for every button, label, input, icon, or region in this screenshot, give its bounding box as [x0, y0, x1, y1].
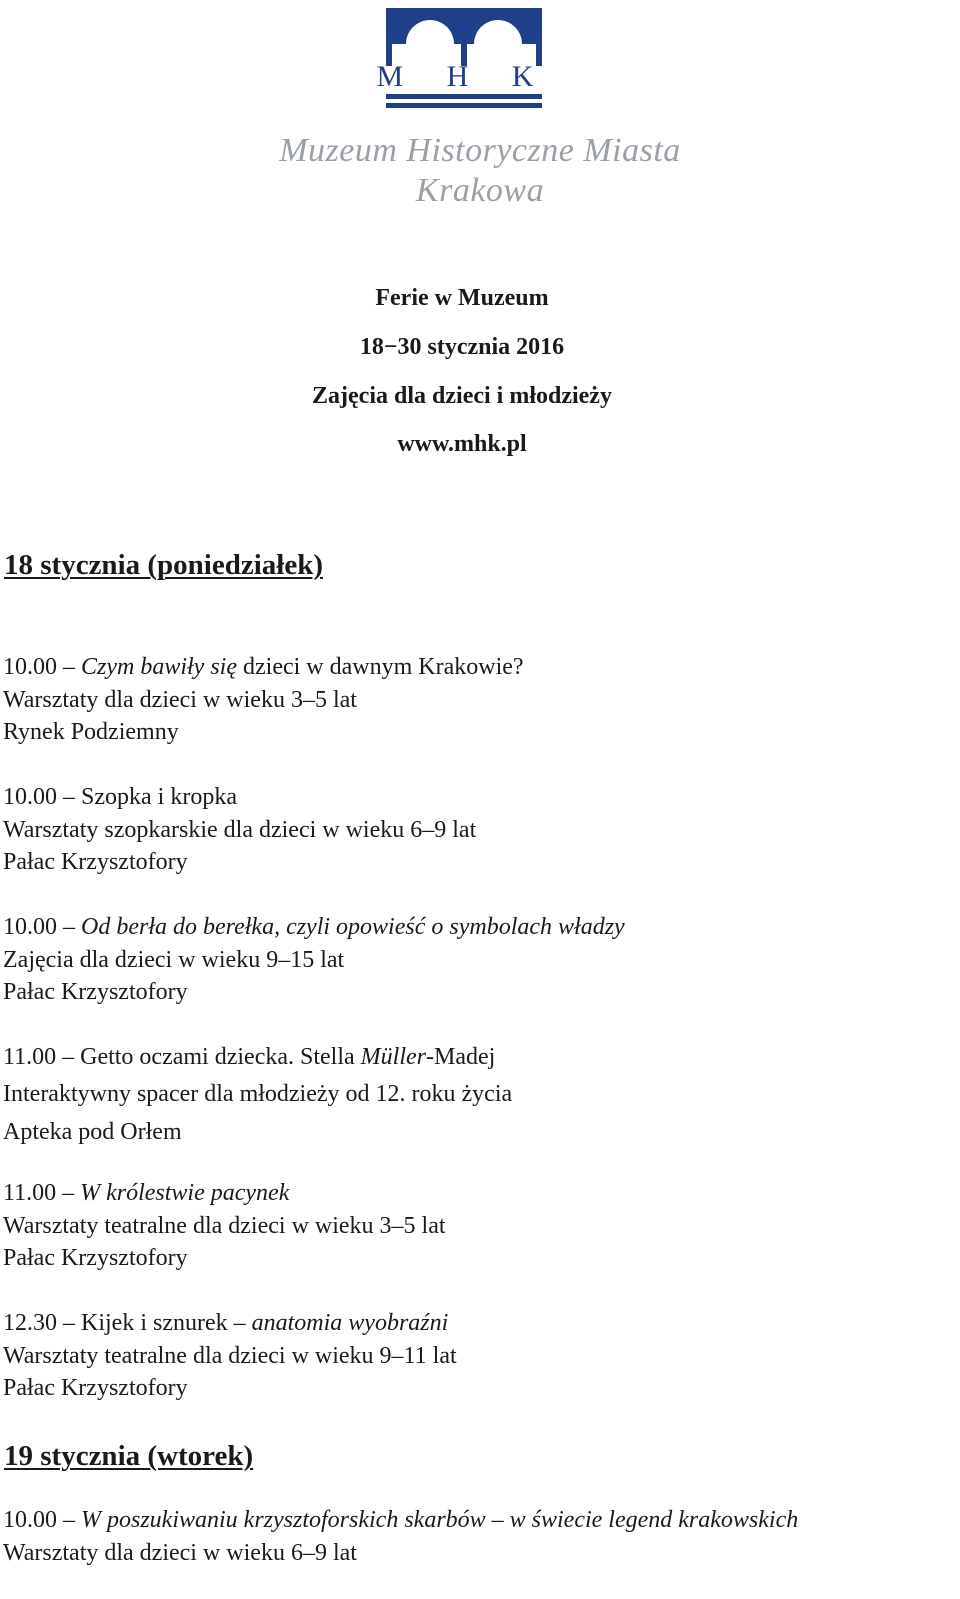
- event-title-line: 12.30 – Kijek i sznurek – anatomia wyobraźni: [3, 1310, 449, 1336]
- museum-name-line2: Krakowa: [415, 172, 545, 209]
- logo-letters: M H K: [376, 60, 552, 93]
- event-place: Pałac Krzysztofory: [3, 1245, 188, 1271]
- event-time: 10.00: [3, 784, 57, 810]
- event-time: 10.00: [3, 654, 57, 680]
- event-description: Warsztaty szopkarskie dla dzieci w wieku 6–9 lat: [3, 817, 477, 843]
- event-time: 12.30: [3, 1310, 57, 1336]
- event-time: 10.00: [3, 1507, 57, 1533]
- event-place: Apteka pod Orłem: [3, 1119, 182, 1145]
- event-title-line: 10.00 – Szopka i kropka: [3, 784, 237, 810]
- event-place: Pałac Krzysztofory: [3, 979, 188, 1005]
- museum-name-line1: Muzeum Historyczne Miasta: [279, 132, 681, 169]
- event-title-line: 10.00 – Czym bawiły się dzieci w dawnym Krakowie?: [3, 654, 524, 680]
- document-subtitle: Zajęcia dla dzieci i młodzieży: [312, 383, 612, 409]
- event-description: Warsztaty dla dzieci w wieku 6–9 lat: [3, 1540, 357, 1566]
- event-description: Warsztaty teatralne dla dzieci w wieku 9–11 lat: [3, 1343, 457, 1369]
- event-place: Pałac Krzysztofory: [3, 1375, 188, 1401]
- day-heading: 19 stycznia (wtorek): [4, 1440, 254, 1472]
- event-description: Warsztaty teatralne dla dzieci w wieku 3–5 lat: [3, 1213, 446, 1239]
- event-time: 11.00: [3, 1180, 57, 1206]
- event-place: Pałac Krzysztofory: [3, 849, 188, 875]
- event-title: Szopka i kropka: [81, 784, 237, 810]
- document-title: Ferie w Muzeum: [375, 285, 549, 311]
- event-title-line: 10.00 – Od berła do berełka, czyli opowieść o symbolach władzy: [3, 914, 625, 940]
- event-title: W królestwie pacynek: [80, 1180, 290, 1206]
- event-description: Warsztaty dla dzieci w wieku 3–5 lat: [3, 687, 357, 713]
- event-time: 11.00: [3, 1044, 57, 1070]
- event-place: Rynek Podziemny: [3, 719, 179, 745]
- event-title-line: 10.00 – W poszukiwaniu krzysztoforskich skarbów – w świecie legend krakowskich: [3, 1507, 799, 1533]
- event-description: Zajęcia dla dzieci w wieku 9–15 lat: [3, 947, 345, 973]
- mhk-logo: [376, 8, 552, 110]
- event-description: Interaktywny spacer dla młodzieży od 12. roku życia: [3, 1081, 513, 1107]
- event-title: W poszukiwaniu krzysztoforskich skarbów – w świecie legend krakowskich: [81, 1507, 799, 1533]
- event-title-line: 11.00 – Getto oczami dziecka. Stella Müller-Madej: [3, 1044, 496, 1070]
- event-title: anatomia wyobraźni: [251, 1310, 449, 1336]
- day-heading: 18 stycznia (poniedziałek): [4, 549, 323, 581]
- event-time: 10.00: [3, 914, 57, 940]
- website-url[interactable]: www.mhk.pl: [397, 431, 527, 457]
- event-title: Od berła do berełka, czyli opowieść o symbolach władzy: [81, 914, 625, 940]
- date-range: 18−30 stycznia 2016: [359, 334, 565, 360]
- event-title: Czym bawiły się: [81, 654, 237, 680]
- event-title-line: 11.00 – W królestwie pacynek: [3, 1180, 290, 1206]
- event-title: Müller: [360, 1044, 426, 1070]
